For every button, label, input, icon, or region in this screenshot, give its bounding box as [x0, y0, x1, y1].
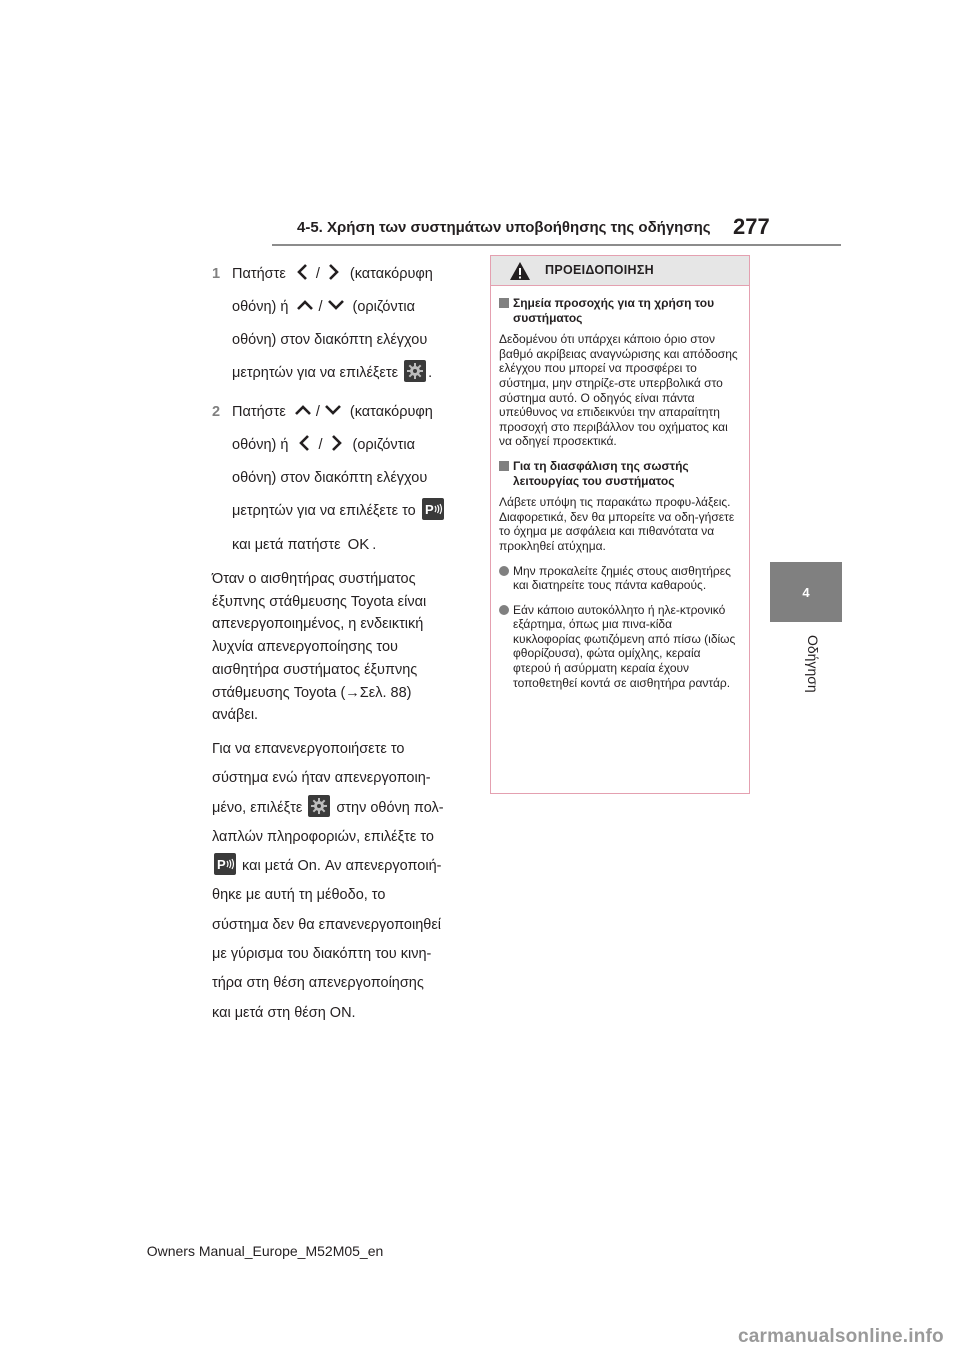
- header-divider: [272, 244, 841, 246]
- step-text: και μετά πατήστε: [232, 537, 341, 553]
- chapter-label: Οδήγηση: [805, 635, 821, 693]
- ok-button-label: OK: [347, 536, 370, 553]
- footer: [0, 1243, 960, 1259]
- square-bullet-icon: [499, 298, 509, 308]
- step-line: [232, 357, 474, 390]
- paragraph-line: ανάβει.: [212, 707, 259, 724]
- warning-subheading: [499, 459, 741, 488]
- chevron-up-icon: [294, 401, 312, 419]
- watermark: carmanualsonline.info: [738, 1326, 944, 1347]
- step-text: .: [428, 365, 433, 381]
- step-line: οθόνη) στον διακόπτη ελέγχου: [232, 332, 428, 348]
- gear-settings-icon: [404, 360, 426, 382]
- subheading-text: Για τη διασφάλιση της σωστής λειτουργίας του συστήματος: [513, 458, 689, 488]
- round-bullet-icon: [499, 566, 509, 576]
- warning-triangle-icon: [509, 261, 531, 281]
- chevron-down-icon: [327, 296, 345, 314]
- paragraph-line: Όταν ο αισθητήρας συστήματος: [212, 571, 416, 587]
- separator: /: [318, 299, 323, 315]
- warning-paragraph: Λάβετε υπόψη τις παρακάτω προφυ-λάξεις.: [499, 495, 731, 510]
- step-text: (κατακόρυφη: [349, 404, 433, 420]
- step-text: .: [372, 537, 377, 553]
- svg-text:P: P: [424, 502, 434, 517]
- paragraph-line: λυχνία απενεργοποίησης του: [212, 639, 398, 656]
- step-text: οθόνη) ή: [232, 299, 289, 315]
- paragraph-text: και μετά On. Αν απενεργοποιή-: [242, 858, 442, 875]
- gear-settings-icon: [308, 795, 330, 817]
- bullet-text: Εάν κάποιο αυτοκόλλητο ή ηλε-κτρονικό εξάρτημα, όπως μια πινα-κίδα κυκλοφορίας φωτιζόμενη από πίσω (ιδίως φθορίζουσα), φώτα ομίχλης, κεραία φτερού ή ασύρματη κεραία έχουν τοποθετηθεί κοντά σε αισθητήρα ραντάρ.: [513, 602, 736, 690]
- warning-bullet: [499, 564, 741, 593]
- paragraph-line: Για να επανενεργοποιήσετε το: [212, 740, 405, 757]
- chevron-left-icon: [294, 263, 312, 281]
- step-text: μετρητών για να επιλέξετε: [232, 365, 399, 381]
- paragraph-line: τήρα στη θέση απενεργοποίησης: [212, 975, 424, 992]
- chevron-up-icon: [296, 296, 314, 314]
- parking-sensor-icon: [214, 853, 236, 875]
- footer-text: Owners Manual_Europe_M52M05_en: [146, 1243, 384, 1259]
- warning-bullet: [499, 603, 741, 691]
- paragraph-line: [212, 852, 474, 881]
- step-number: 1: [212, 266, 221, 282]
- paragraph-line: με γύρισμα του διακόπτη του κινη-: [212, 946, 432, 962]
- step-text: οθόνη) ή: [232, 437, 289, 453]
- page-number: 277: [733, 214, 770, 239]
- chevron-right-icon: [324, 263, 342, 281]
- section-title: 4-5. Χρήση των συστημάτων υποβοήθησης της οδήγησης: [297, 219, 711, 236]
- step-line: [232, 258, 474, 291]
- paragraph-line: και μετά στη θέση ON.: [212, 1004, 356, 1021]
- paragraph-text: μένο, επιλέξτε: [212, 799, 303, 816]
- warning-box: [490, 255, 750, 794]
- paragraph-line: έξυπνης στάθμευσης Toyota είναι: [212, 593, 427, 610]
- paragraph-line: σύστημα ενώ ήταν απενεργοποιη-: [212, 770, 431, 787]
- step-line: [232, 396, 474, 429]
- step-text: μετρητών για να επιλέξετε το: [232, 503, 416, 519]
- warning-body: [491, 286, 749, 690]
- step-text: (κατακόρυφη: [349, 266, 433, 282]
- step-text: (οριζόντια: [352, 299, 415, 315]
- step-line: [232, 528, 474, 562]
- bullet-text: Μην προκαλείτε ζημιές στους αισθητήρες και διατηρείτε τους πάντα καθαρούς.: [513, 563, 731, 593]
- step-1: [212, 258, 474, 390]
- step-line: [232, 429, 474, 462]
- step-2: [212, 396, 474, 562]
- paragraph-text: στην οθόνη πολ-: [336, 799, 444, 816]
- separator: /: [315, 404, 320, 420]
- paragraph-reactivate: [212, 735, 474, 1028]
- step-text: (οριζόντια: [352, 437, 415, 453]
- warning-paragraph: Δεδομένου ότι υπάρχει κάποιο όριο στον βαθμό ακρίβειας αναγνώρισης και απόδοσης ελέγχου που μπορεί να προσφέρει το σύστημα, μην στηρίζε-στε υπερβολικά στο σύστημα αυτό. Ο οδηγός είναι πάντα υπεύθυνος να επιδεικνύει την απαραίτητη προσοχή στο περιβάλλον του οχήματος και να οδηγεί προσεκτικά.: [499, 332, 738, 449]
- paragraph-indicator: [212, 568, 474, 727]
- separator: /: [315, 266, 320, 282]
- warning-paragraph: Διαφορετικά, δεν θα μπορείτε να οδη-γήσετε το όχημα με ασφάλεια και πιθανότατα να προκληθεί ατύχημα.: [499, 509, 735, 553]
- parking-sensor-icon: [422, 498, 444, 520]
- chevron-left-icon: [296, 434, 314, 452]
- step-text: Πατήστε: [232, 266, 286, 282]
- paragraph-line: [212, 794, 474, 823]
- warning-subheading: [499, 296, 741, 325]
- round-bullet-icon: [499, 605, 509, 615]
- paragraph-line: αισθητήρα συστήματος έξυπνης: [212, 661, 418, 678]
- main-column: [212, 258, 474, 1028]
- step-text: Πατήστε: [232, 404, 286, 420]
- paragraph-line: θηκε με αυτή τη μέθοδο, το: [212, 887, 386, 904]
- subheading-text: Σημεία προσοχής για τη χρήση του συστήματος: [513, 296, 715, 325]
- step-line: οθόνη) στον διακόπτη ελέγχου: [232, 470, 428, 486]
- chevron-right-icon: [327, 434, 345, 452]
- warning-title: ΠΡΟΕΙΔΟΠΟΙΗΣΗ: [545, 263, 654, 277]
- svg-text:P: P: [217, 857, 226, 873]
- paragraph-line: στάθμευσης Toyota (→Σελ. 88): [212, 684, 412, 701]
- step-number: 2: [212, 404, 221, 420]
- square-bullet-icon: [499, 461, 509, 471]
- separator: /: [318, 437, 323, 453]
- chapter-number: 4: [802, 585, 810, 600]
- paragraph-line: σύστημα δεν θα επανενεργοποιηθεί: [212, 916, 442, 933]
- paragraph-line: απενεργοποιημένος, η ενδεικτική: [212, 616, 424, 633]
- step-line: [232, 291, 474, 324]
- warning-header: [491, 256, 749, 286]
- step-line: [232, 495, 474, 528]
- paragraph-line: λαπλών πληροφοριών, επιλέξτε το: [212, 828, 434, 845]
- chevron-down-icon: [324, 401, 342, 419]
